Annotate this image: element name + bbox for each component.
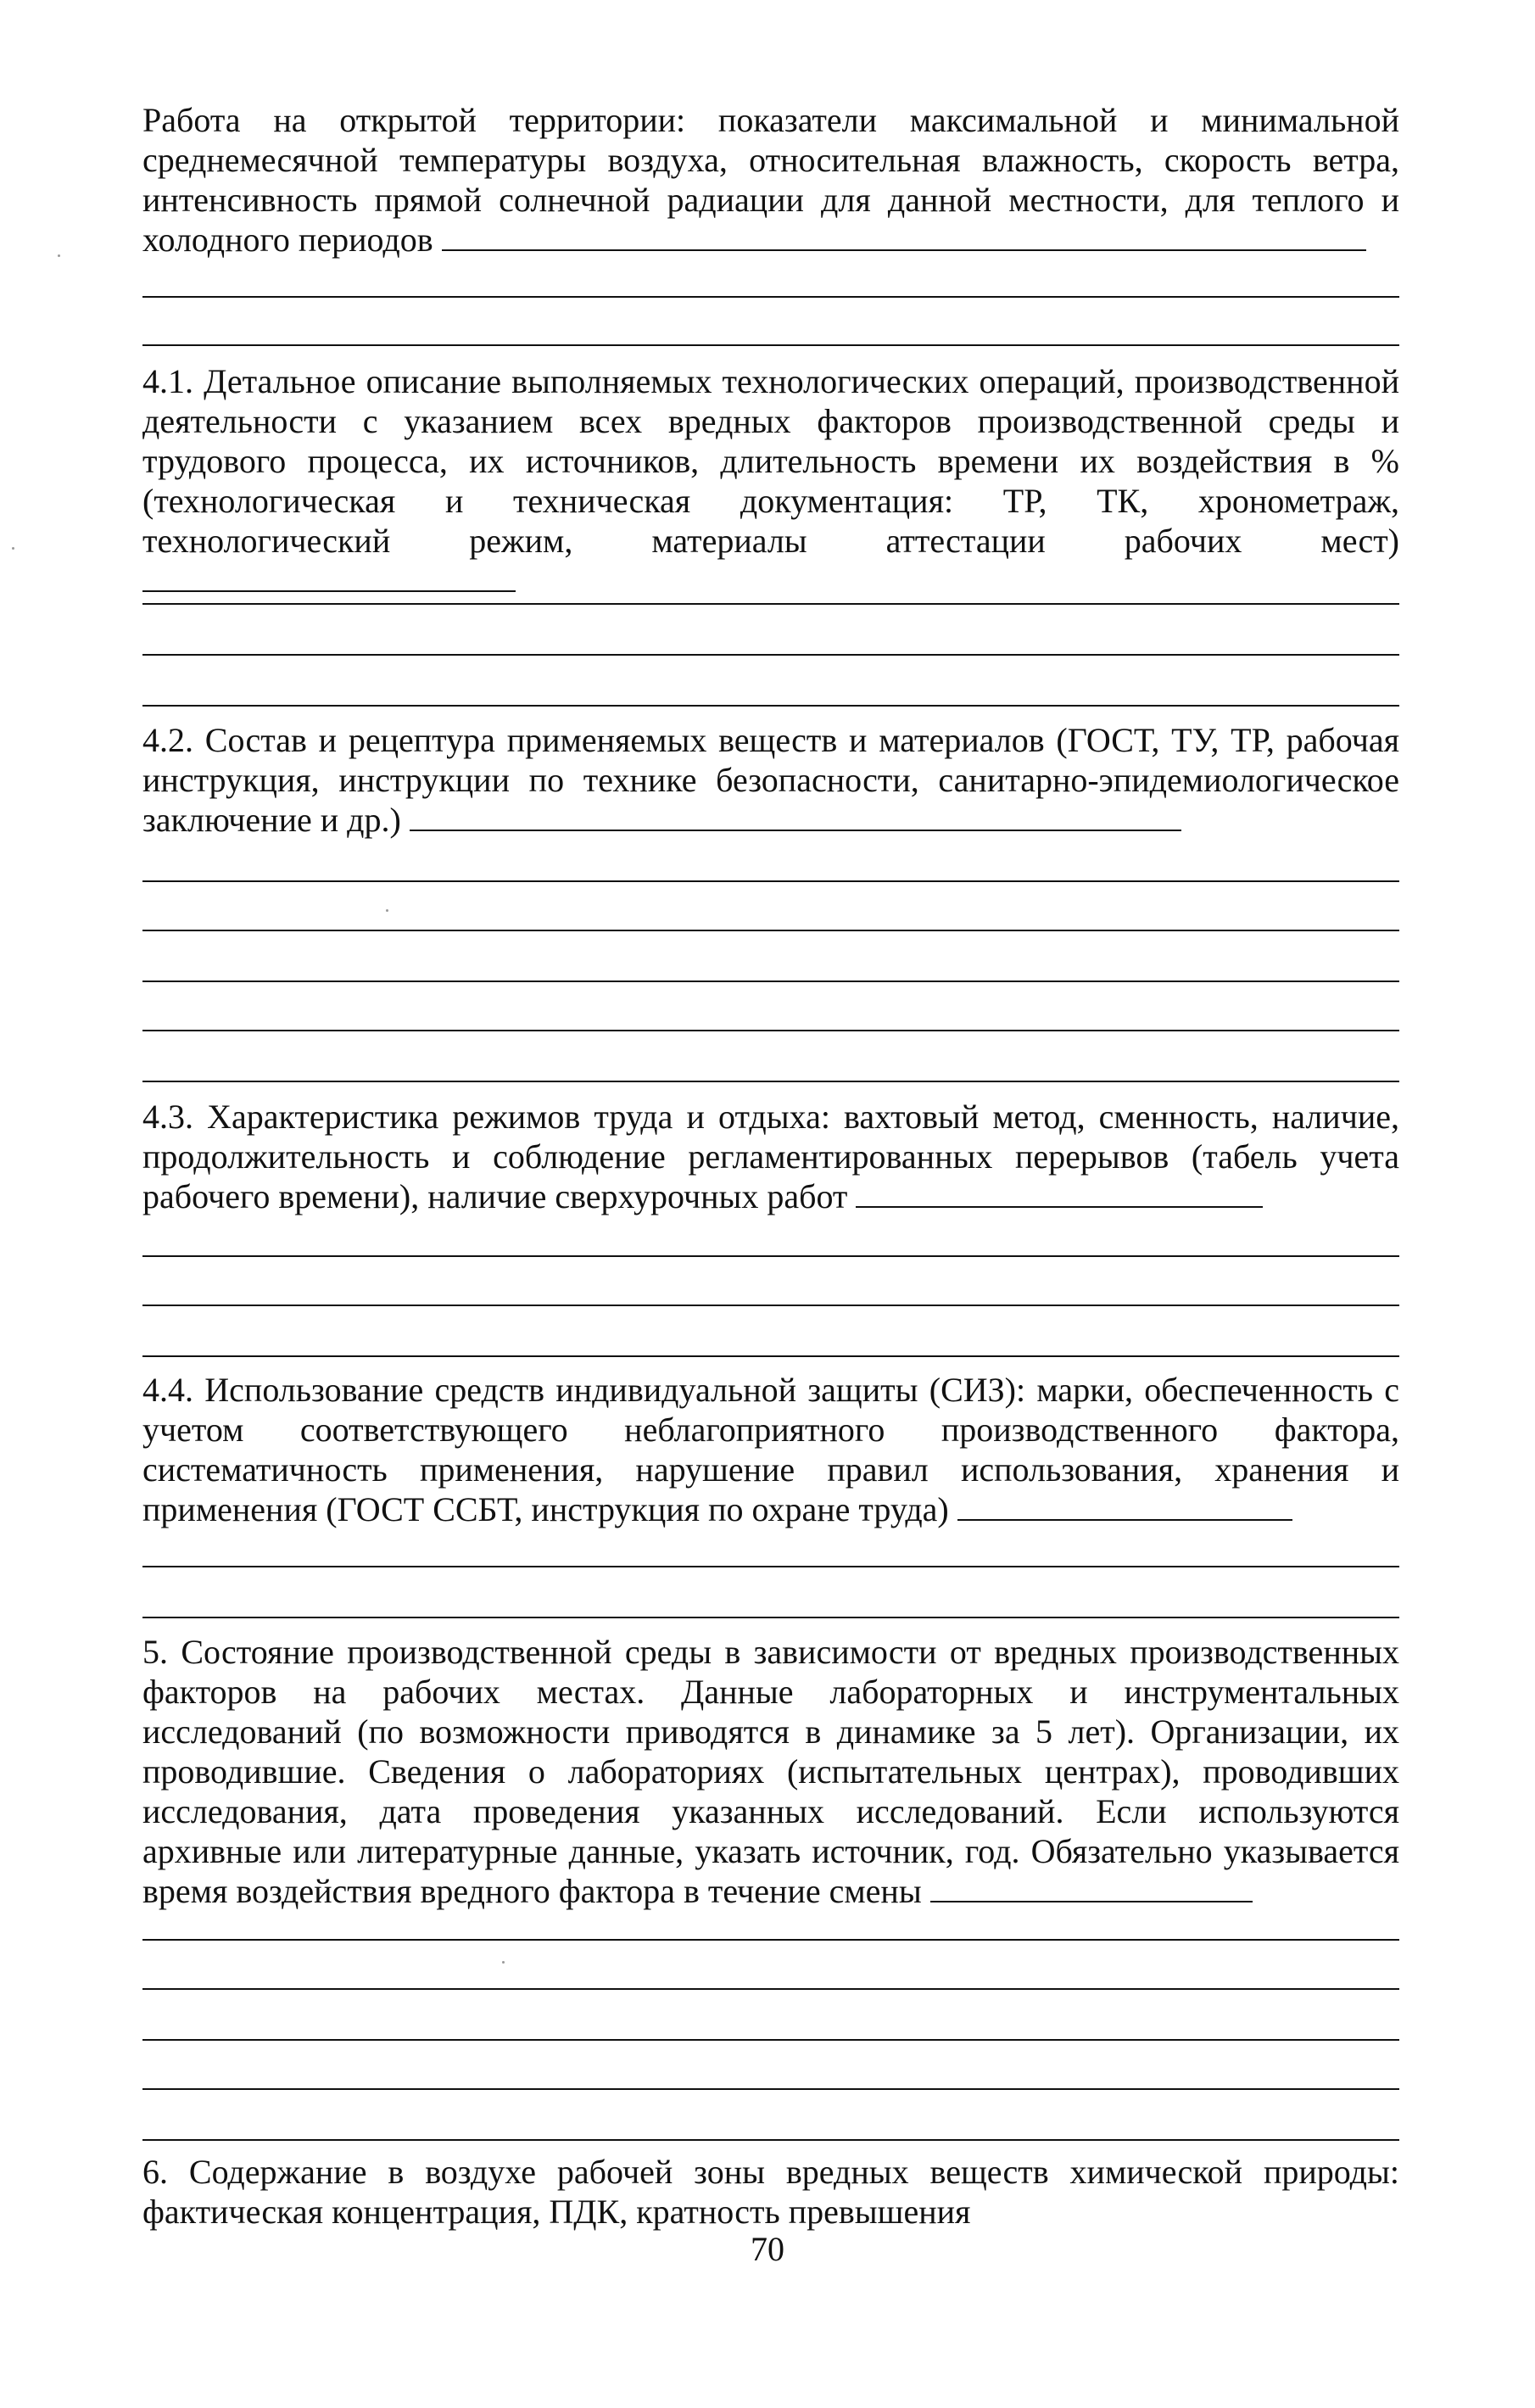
scan-speck xyxy=(386,909,388,912)
section-5-blank-line-5[interactable] xyxy=(142,2139,1399,2141)
section-4-1-blank-line-2[interactable] xyxy=(142,654,1399,656)
section-4-3-blank-line-3[interactable] xyxy=(142,1355,1399,1357)
section-4-2-blank-line-4[interactable] xyxy=(142,1030,1399,1031)
page-number: 70 xyxy=(751,2230,784,2268)
section-4-4-blank-line-1[interactable] xyxy=(142,1566,1399,1567)
section-4-4-blank-line-2[interactable] xyxy=(142,1617,1399,1618)
scan-speck xyxy=(502,1961,505,1964)
section-5-content: 5. Состояние производственной среды в зависимости от вредных производственных факторов на рабочих местах. Данные лабораторных и инструментальных исследований (по возможности приводятся в динамике за 5 лет). Организации, их проводившие. Сведения о лабораториях (испытательных центрах), проводивших исследования, дата проведения указанных исследований. Если используются архивные или литературные данные, указать источник, год. Обязательно указывается время воздействия вредного фактора в течение смены xyxy=(142,1633,1399,1910)
section-5-blank-line-2[interactable] xyxy=(142,1988,1399,1990)
section-4-4-fill-line[interactable] xyxy=(957,1494,1292,1521)
section-4-1-fill-line[interactable] xyxy=(142,565,516,592)
section-4-2-text xyxy=(142,720,1399,840)
section-4-4 xyxy=(142,1370,1399,1529)
section-4-2-blank-line-2[interactable] xyxy=(142,930,1399,931)
section-4-4-content: 4.4. Использование средств индивидуальной защиты (СИЗ): марки, обеспеченность с учетом соответствующего неблагоприятного производственного фактора, систематичность применения, нарушение правил использования, хранения и применения (ГОСТ ССБТ, инструкция по охране труда) xyxy=(142,1371,1399,1528)
section-4-2-fill-line[interactable] xyxy=(410,804,1181,831)
intro-blank-line-2[interactable] xyxy=(142,344,1399,346)
section-4-3-text xyxy=(142,1097,1399,1216)
section-4-3-content: 4.3. Характеристика режимов труда и отдыха: вахтовый метод, сменность, наличие, продолжительность и соблюдение регламентированных перерывов (табель учета рабочего времени), наличие сверхурочных работ xyxy=(142,1098,1399,1215)
section-4-4-text xyxy=(142,1370,1399,1529)
section-4-1 xyxy=(142,361,1399,601)
section-4-1-blank-line-1[interactable] xyxy=(142,603,1399,605)
section-6-text xyxy=(142,2152,1399,2232)
section-4-1-text xyxy=(142,361,1399,601)
intro-text xyxy=(142,100,1399,260)
section-4-2-content: 4.2. Состав и рецептура применяемых веществ и материалов (ГОСТ, ТУ, ТР, рабочая инструкция, инструкции по технике безопасности, санитарно-эпидемиологическое заключение и др.) xyxy=(142,721,1399,839)
section-5-blank-line-3[interactable] xyxy=(142,2039,1399,2041)
intro-text-content: Работа на открытой территории: показатели максимальной и минимальной среднемесячной температуры воздуха, относительная влажность, скорость ветра, интенсивность прямой солнечной радиации для данной местности, для теплого и холодного периодов xyxy=(142,101,1399,259)
section-5-text xyxy=(142,1632,1399,1911)
scan-speck xyxy=(12,547,14,550)
section-4-2 xyxy=(142,720,1399,840)
section-5-fill-line[interactable] xyxy=(930,1875,1253,1902)
section-4-2-blank-line-5[interactable] xyxy=(142,1081,1399,1082)
intro-section xyxy=(142,100,1399,260)
section-4-2-blank-line-1[interactable] xyxy=(142,880,1399,882)
intro-fill-line[interactable] xyxy=(442,224,1366,251)
section-4-3-fill-line[interactable] xyxy=(856,1181,1263,1208)
section-4-1-blank-line-3[interactable] xyxy=(142,705,1399,707)
section-5 xyxy=(142,1632,1399,1911)
section-4-3-blank-line-2[interactable] xyxy=(142,1305,1399,1306)
section-6-content: 6. Содержание в воздухе рабочей зоны вредных веществ химической природы: фактическая концентрация, ПДК, кратность превышения xyxy=(142,2153,1399,2231)
section-5-blank-line-1[interactable] xyxy=(142,1939,1399,1941)
section-6 xyxy=(142,2152,1399,2232)
section-5-blank-line-4[interactable] xyxy=(142,2088,1399,2090)
section-4-1-content: 4.1. Детальное описание выполняемых технологических операций, производственной деятельности с указанием всех вредных факторов производственной среды и трудового процесса, их источников, длительность времени их воздействия в % (технологическая и техническая документация: ТР, ТК, хронометраж, технологический режим, материалы аттестации рабочих мест) xyxy=(142,362,1399,560)
intro-blank-line-1[interactable] xyxy=(142,296,1399,298)
section-4-3 xyxy=(142,1097,1399,1216)
section-4-2-blank-line-3[interactable] xyxy=(142,981,1399,982)
section-4-3-blank-line-1[interactable] xyxy=(142,1255,1399,1257)
scan-speck xyxy=(58,254,60,257)
